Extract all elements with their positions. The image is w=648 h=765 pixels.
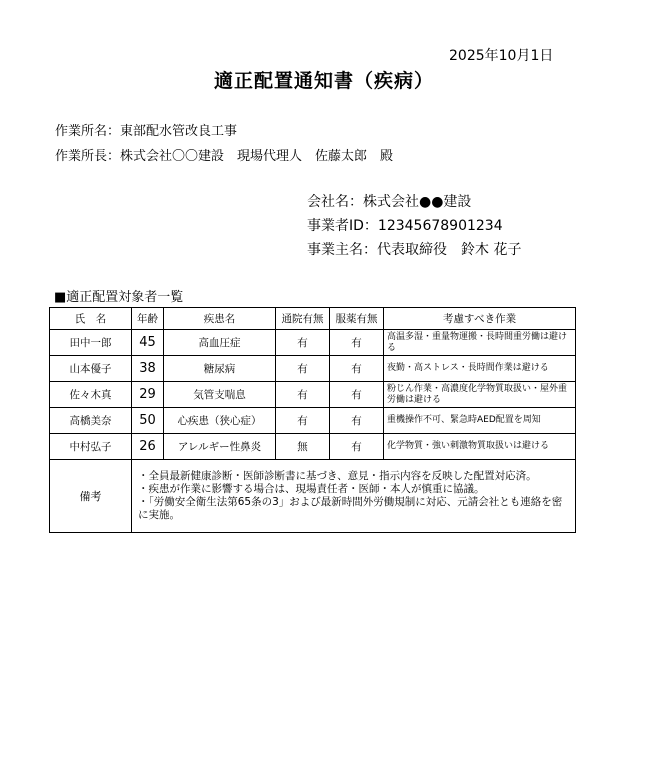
cell-medication: 有 — [330, 434, 384, 460]
cell-age: 29 — [132, 382, 164, 408]
remarks-line: ・疾患が作業に影響する場合は、現場責任者・医師・本人が慎重に協議。 — [138, 483, 485, 495]
cell-hospital: 有 — [276, 330, 330, 356]
list-heading: ■適正配置対象者一覧 — [54, 290, 184, 305]
cell-age: 45 — [132, 330, 164, 356]
column-header-name: 氏 名 — [50, 308, 132, 330]
cell-age: 38 — [132, 356, 164, 382]
cell-name: 佐々木真 — [50, 382, 132, 408]
cell-disease: 糖尿病 — [164, 356, 276, 382]
cell-consider: 重機操作不可、緊急時AED配置を周知 — [384, 408, 576, 434]
column-header-hospital: 通院有無 — [276, 308, 330, 330]
document-date: 2025年10月1日 — [449, 48, 554, 64]
cell-consider: 粉じん作業・高濃度化学物質取扱い・屋外重労働は避ける — [384, 382, 576, 408]
company-name: 会社名：株式会社●●建設 — [307, 194, 472, 210]
cell-medication: 有 — [330, 330, 384, 356]
table-header-row — [50, 308, 576, 330]
column-header-consider: 考慮すべき作業 — [384, 308, 576, 330]
cell-hospital: 有 — [276, 408, 330, 434]
cell-hospital: 有 — [276, 382, 330, 408]
cell-medication: 有 — [330, 382, 384, 408]
cell-consider: 化学物質・強い刺激物質取扱いは避ける — [384, 434, 576, 460]
column-header-disease: 疾患名 — [164, 308, 276, 330]
document-title: 適正配置通知書（疾病） — [213, 70, 434, 92]
table-row — [50, 434, 576, 460]
cell-disease: 高血圧症 — [164, 330, 276, 356]
cell-name: 中村弘子 — [50, 434, 132, 460]
target-workers-table — [49, 307, 576, 533]
site-manager: 作業所長：株式会社〇〇建設 現場代理人 佐藤太郎 殿 — [55, 149, 394, 164]
table-row — [50, 382, 576, 408]
cell-consider: 夜勤・高ストレス・長時間作業は避ける — [384, 356, 576, 382]
table-row — [50, 408, 576, 434]
remarks-line: ・「労働安全衛生法第65条の3」および最新時間外労働規制に対応、元請会社とも連絡を密に実施。 — [138, 496, 563, 521]
cell-disease: 気管支喘息 — [164, 382, 276, 408]
cell-hospital: 有 — [276, 356, 330, 382]
cell-name: 山本優子 — [50, 356, 132, 382]
remarks-line: ・全員最新健康診断・医師診断書に基づき、意見・指示内容を反映した配置対応済。 — [138, 470, 537, 482]
cell-name: 田中一郎 — [50, 330, 132, 356]
cell-consider: 高温多湿・重量物運搬・長時間重労働は避ける — [384, 330, 576, 356]
site-name: 作業所名：東部配水管改良工事 — [55, 124, 238, 139]
cell-disease: 心疾患（狭心症） — [164, 408, 276, 434]
table-row — [50, 356, 576, 382]
business-id: 事業者ID：12345678901234 — [307, 218, 503, 234]
cell-disease: アレルギー性鼻炎 — [164, 434, 276, 460]
column-header-age: 年齢 — [132, 308, 164, 330]
remarks-label: 備考 — [50, 460, 132, 533]
cell-hospital: 無 — [276, 434, 330, 460]
cell-medication: 有 — [330, 356, 384, 382]
cell-medication: 有 — [330, 408, 384, 434]
business-owner: 事業主名：代表取締役 鈴木 花子 — [307, 242, 522, 258]
cell-age: 50 — [132, 408, 164, 434]
column-header-medication: 服薬有無 — [330, 308, 384, 330]
remarks-row — [50, 460, 576, 533]
table-row — [50, 330, 576, 356]
cell-age: 26 — [132, 434, 164, 460]
cell-name: 高橋美奈 — [50, 408, 132, 434]
remarks-body — [132, 460, 576, 533]
